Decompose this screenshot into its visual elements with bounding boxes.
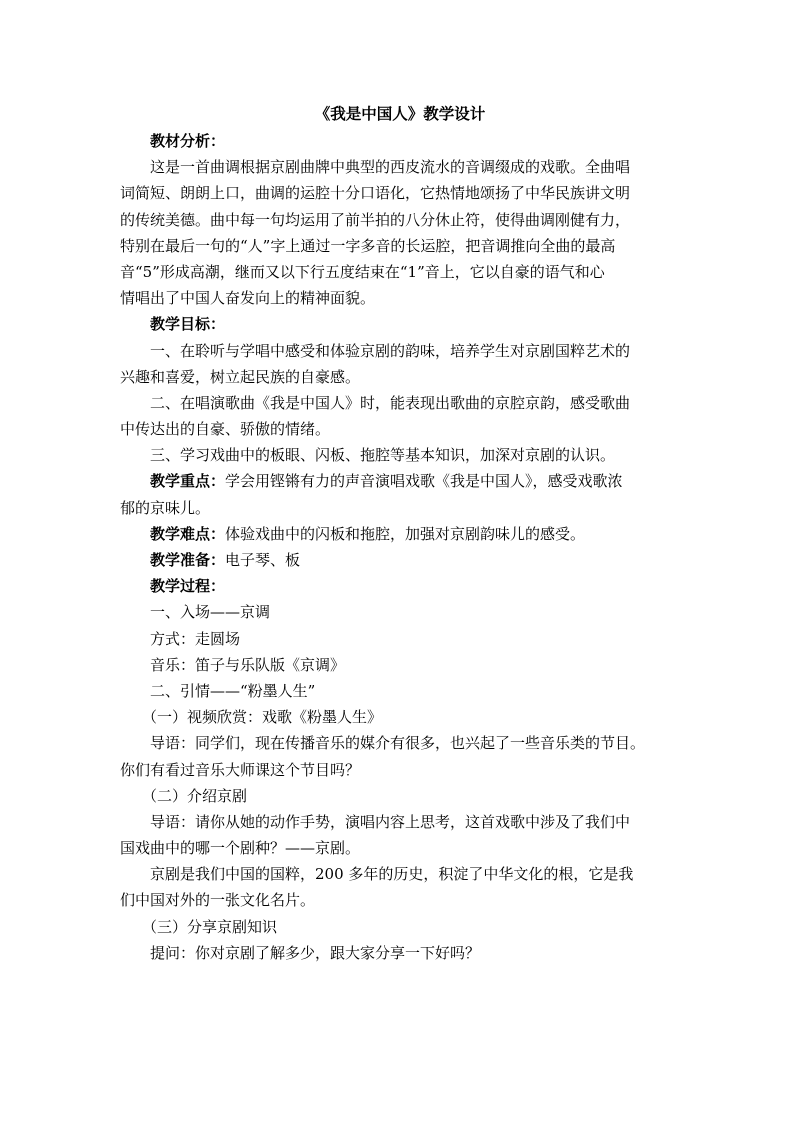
process-substep: （三）分享京剧知识 — [142, 917, 278, 936]
key-point-label: 教学重点： — [150, 472, 226, 491]
process-line: 京剧是我们中国的国粹，200 多年的历史，积淀了中华文化的根，它是我 — [150, 865, 634, 884]
goal-line: 二、在唱演歌曲《我是中国人》时，能表现出歌曲的京腔京韵，感受歌曲 — [150, 393, 631, 412]
material-line: 的传统美德。曲中每一句均运用了前半拍的八分休止符，使得曲调刚健有力， — [120, 210, 631, 229]
process-line: 你们有看过音乐大师课这个节目吗？ — [120, 760, 361, 779]
material-line: 词简短、朗朗上口，曲调的运腔十分口语化，它热情地颂扬了中华民族讲文明 — [120, 184, 631, 203]
material-line: 情唱出了中国人奋发向上的精神面貌。 — [120, 289, 376, 308]
process-heading: 教学过程： — [150, 577, 226, 596]
difficulty-label: 教学难点： — [150, 524, 226, 543]
material-line: 这是一首曲调根据京剧曲牌中典型的西皮流水的音调缀成的戏歌。全曲唱 — [150, 158, 631, 177]
difficulty — [120, 521, 680, 547]
process-line: 提问：你对京剧了解多少，跟大家分享一下好吗？ — [150, 943, 481, 962]
goal-line: 一、在聆听与学唱中感受和体验京剧的韵味，培养学生对京剧国粹艺术的 — [150, 341, 631, 360]
process-step: 二、引情——“粉墨人生” — [150, 681, 316, 700]
preparation — [120, 547, 680, 573]
process-line: 导语：同学们，现在传播音乐的媒介有很多，也兴起了一些音乐类的节目。 — [150, 734, 646, 753]
key-point-text: 学会用铿锵有力的声音演唱戏歌《我是中国人》，感受戏歌浓 — [225, 472, 623, 491]
preparation-label: 教学准备： — [150, 551, 226, 569]
process-step: 一、入场——京调 — [150, 603, 271, 622]
process-line: 们中国对外的一张文化名片。 — [120, 891, 316, 910]
material-line: 特别在最后一句的“人”字上通过一字多音的长运腔，把音调推向全曲的最高 — [120, 236, 616, 255]
difficulty-text: 体验戏曲中的闪板和拖腔，加强对京剧韵味儿的感受。 — [225, 524, 586, 543]
document-body — [120, 128, 680, 966]
key-point-continued: 郁的京味儿。 — [120, 498, 211, 517]
process-line: 导语：请你从她的动作手势，演唱内容上思考，这首戏歌中涉及了我们中 — [150, 812, 631, 831]
document-title: 《我是中国人》教学设计 — [314, 104, 486, 123]
process-substep: （一）视频欣赏：戏歌《粉墨人生》 — [142, 708, 383, 727]
goals-heading: 教学目标： — [150, 315, 226, 334]
goal-line: 中传达出的自豪、骄傲的情绪。 — [120, 420, 331, 439]
material-line: 音“5”形成高潮，继而又以下行五度结束在“1”音上，它以自豪的语气和心 — [120, 262, 605, 281]
goal-line: 兴趣和喜爱，树立起民族的自豪感。 — [120, 367, 361, 386]
material-heading: 教材分析： — [150, 132, 226, 150]
process-line: 音乐：笛子与乐队版《京调》 — [150, 655, 346, 674]
process-line: 方式：走圆场 — [150, 629, 241, 648]
goal-line: 三、学习戏曲中的板眼、闪板、拖腔等基本知识，加深对京剧的认识。 — [150, 446, 616, 465]
process-line: 国戏曲中的哪一个剧种？——京剧。 — [120, 839, 361, 858]
process-substep: （二）介绍京剧 — [142, 786, 248, 805]
key-point — [120, 468, 680, 494]
preparation-text: 电子琴、板 — [225, 551, 301, 569]
